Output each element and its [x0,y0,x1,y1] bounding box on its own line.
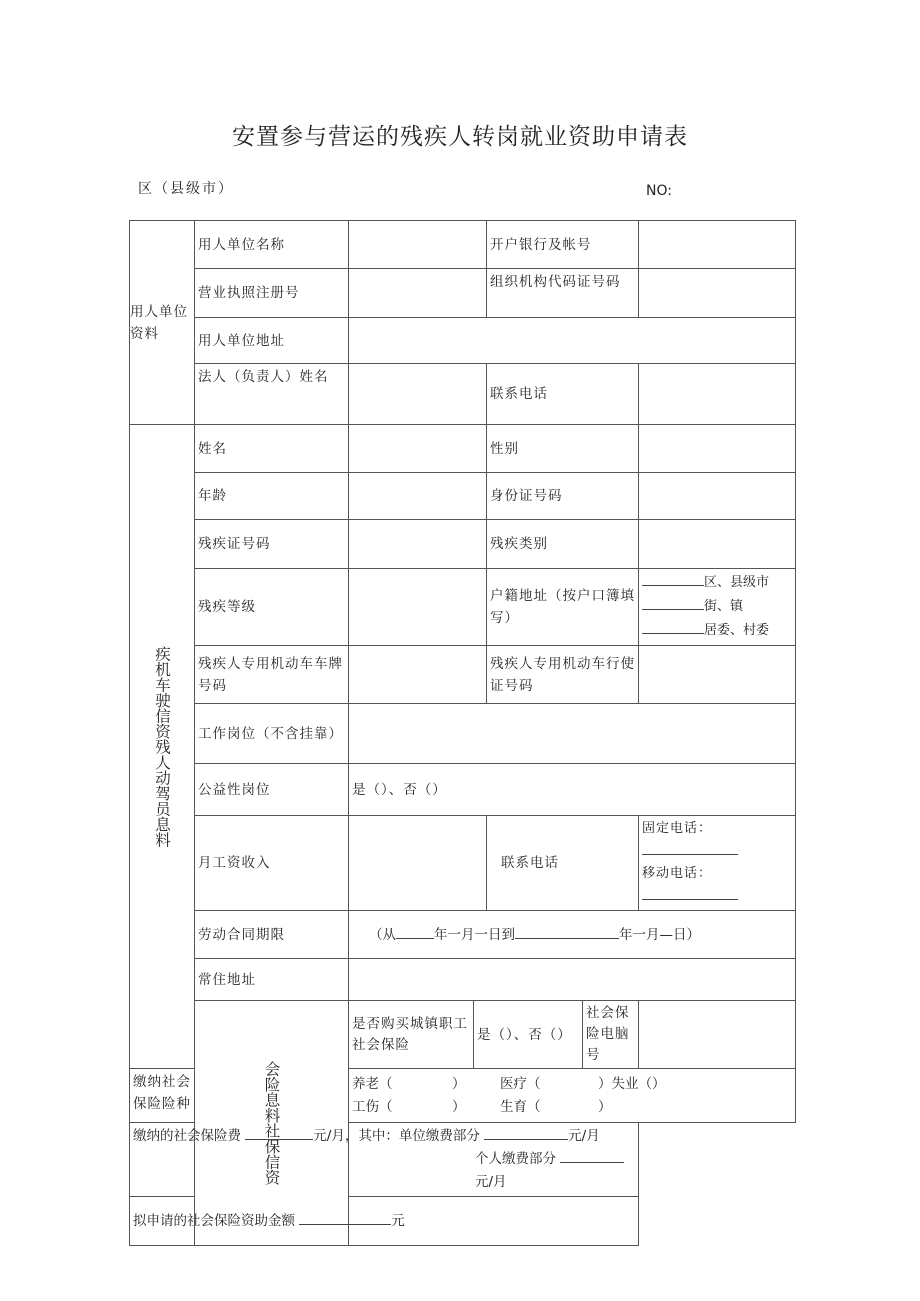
driving-permit-field[interactable] [639,646,796,704]
household-address-field[interactable]: 区、县级市 街、镇 居委、村委 [639,569,796,646]
contract-period-label: 劳动合同期限 [195,911,349,959]
driving-permit-label: 残疾人专用机动车行使证号码 [487,646,639,704]
disability-level-field[interactable] [349,569,487,646]
plate-number-field[interactable] [349,646,487,704]
contract-start-year[interactable] [396,924,434,939]
legal-person-field[interactable] [349,364,487,425]
computer-no-label: 社会保险电脑号 [583,1001,639,1069]
public-welfare-label: 公益性岗位 [195,764,349,816]
district-label: 区（县级市） [138,181,234,197]
gender-field[interactable] [639,425,796,473]
employer-name-label: 用人单位名称 [195,221,349,269]
household-address-label: 户籍地址（按户口簿填写） [487,569,639,646]
employer-phone-field[interactable] [639,364,796,425]
disability-type-label: 残疾类别 [487,520,639,569]
street-blank[interactable] [642,595,704,610]
section-insurance-label: 会险息料社保信资 [195,1001,349,1246]
contract-end-year[interactable] [515,924,619,939]
age-label: 年龄 [195,473,349,520]
mobile-phone-blank[interactable] [642,885,738,900]
plate-number-label: 残疾人专用机动车车牌号码 [195,646,349,704]
injury-option[interactable]: 工伤（ [352,1098,393,1115]
driver-name-field[interactable] [349,425,487,473]
gender-label: 性别 [487,425,639,473]
committee-blank[interactable] [642,619,704,634]
disability-cert-field[interactable] [349,520,487,569]
section-driver-label: 疾机车驶信资残人动驾员息料 [130,425,195,1069]
monthly-wage-field[interactable] [349,816,487,911]
org-code-label: 组织机构代码证号码 [487,269,639,318]
job-position-label: 工作岗位（不含挂靠） [195,704,349,764]
insurance-types-label: 缴纳社会保险险种 [130,1069,195,1123]
fixed-phone-blank[interactable] [642,840,738,855]
residence-label: 常住地址 [195,959,349,1001]
residence-field[interactable] [349,959,796,1001]
driver-phone-label: 联系电话 [487,816,639,911]
district-blank[interactable] [642,571,704,586]
form-number-label: NO: [646,183,672,199]
id-number-label: 身份证号码 [487,473,639,520]
bank-account-field[interactable] [639,221,796,269]
disability-level-label: 残疾等级 [195,569,349,646]
maternity-option[interactable]: 生育（ [500,1098,541,1115]
insurance-fee-row: 缴纳的社会保险费 元/月，其中：单位缴费部分 元/月 个人缴费部分 元/月 [130,1123,639,1197]
employer-name-field[interactable] [349,221,487,269]
disability-cert-label: 残疾证号码 [195,520,349,569]
org-code-field[interactable] [639,269,796,318]
driver-name-label: 姓名 [195,425,349,473]
urban-insurance-label: 是否购买城镇职工社会保险 [349,1001,474,1069]
insurance-types-field[interactable]: 养老（ ） 医疗（ ）失业（） 工伤（ ） 生育（ ） [349,1069,796,1123]
computer-no-field[interactable] [639,1001,796,1069]
page-title: 安置参与营运的残疾人转岗就业资助申请表 [232,124,688,150]
pension-option[interactable]: 养老（ [352,1075,393,1092]
job-position-field[interactable] [349,704,796,764]
business-license-field[interactable] [349,269,487,318]
employer-phone-label: 联系电话 [487,364,639,425]
monthly-wage-label: 月工资收入 [195,816,349,911]
unemployment-option[interactable]: ）失业（） [598,1075,666,1092]
id-number-field[interactable] [639,473,796,520]
apply-amount-row: 拟申请的社会保险资助金额 元 [130,1197,639,1246]
employer-address-field[interactable] [349,318,796,364]
public-welfare-choice[interactable]: 是（）、否（） [349,764,796,816]
legal-person-label: 法人（负责人）姓名 [195,364,349,425]
personal-fee-blank[interactable] [560,1148,624,1163]
unit-fee-blank[interactable] [484,1125,568,1140]
business-license-label: 营业执照注册号 [195,269,349,318]
disability-type-field[interactable] [639,520,796,569]
age-field[interactable] [349,473,487,520]
application-form [129,220,796,1246]
contract-period-field[interactable]: （从 年一月一日到 年一月—日） [349,911,796,959]
total-fee-blank[interactable] [245,1125,313,1140]
driver-phone-field[interactable]: 固定电话： 移动电话： [639,816,796,911]
apply-amount-blank[interactable] [299,1210,391,1225]
employer-address-label: 用人单位地址 [195,318,349,364]
urban-insurance-choice[interactable]: 是（）、否（） [474,1001,583,1069]
medical-option[interactable]: 医疗（ [500,1075,541,1092]
bank-account-label: 开户银行及帐号 [487,221,639,269]
section-employer-label: 用人单位资料 [130,221,195,425]
